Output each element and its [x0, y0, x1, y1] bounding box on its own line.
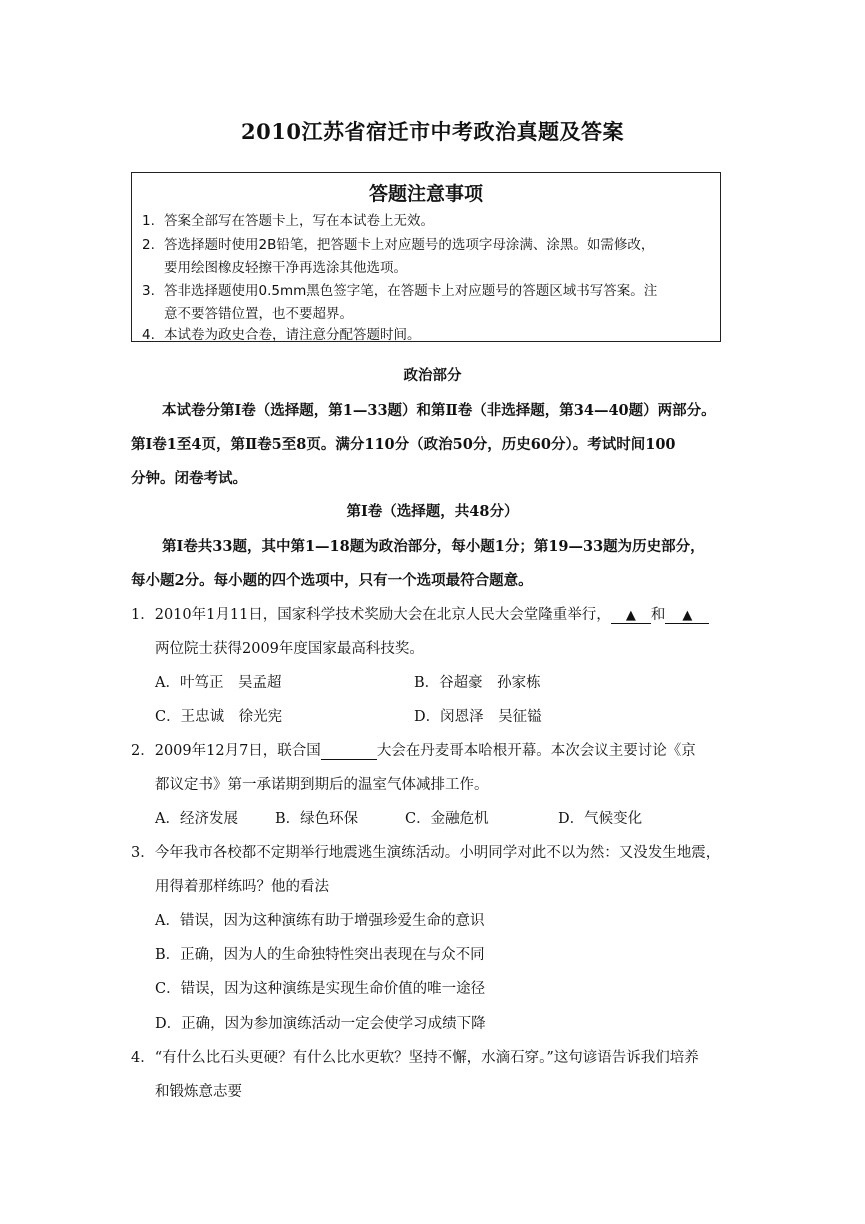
- triangle-mark: ▲: [682, 608, 693, 623]
- intro-line-2: 第Ⅰ卷1至4页，第Ⅱ卷5至8页。满分110分（政治50分，历史60分）。考试时间100: [131, 436, 676, 453]
- answer-blank: [665, 607, 709, 624]
- part1-title: 第Ⅰ卷（选择题，共48分）: [346, 503, 519, 520]
- question-2-line-2: 都议定书》第一承诺期到期后的温室气体减排工作。: [155, 777, 489, 793]
- part1-intro-line-2: 每小题2分。每小题的四个选项中，只有一个选项最符合题意。: [131, 572, 533, 589]
- answer-blank: [611, 607, 651, 624]
- notice-box: [131, 172, 721, 342]
- question-2-line-1: [131, 739, 696, 760]
- notice-item-number: 1.: [142, 213, 155, 229]
- question-1-line-2: 两位院士获得2009年度国家最高科技奖。: [155, 641, 424, 657]
- question-4-line-1: 4．“有什么比石头更硬？有什么比水更软？坚持不懈，水滴石穿。”这句谚语告诉我们培养: [131, 1050, 699, 1066]
- question-1-text: 1．2010年1月11日，国家科学技术奖励大会在北京人民大会堂隆重举行，: [131, 607, 611, 623]
- question-1-joiner: 和: [650, 607, 666, 623]
- question-2-option-a: A．经济发展: [155, 811, 238, 827]
- question-3-line-2: 用得着那样练吗？他的看法: [155, 879, 329, 895]
- notice-item-2: [142, 233, 654, 253]
- notice-item-2-cont: 要用绘图橡皮轻擦干净再选涂其他选项。: [164, 260, 407, 276]
- notice-item-3: [142, 279, 657, 299]
- intro-line-1: 本试卷分第Ⅰ卷（选择题，第1—33题）和第Ⅱ卷（非选择题，第34—40题）两部分。: [162, 402, 716, 419]
- question-1-option-c: C．王忠诚 徐光宪: [155, 709, 283, 725]
- question-2-option-c: C．金融危机: [405, 811, 489, 827]
- question-2-option-d: D．气候变化: [558, 811, 643, 827]
- answer-blank: [321, 743, 377, 760]
- notice-item-text: 本试卷为政史合卷，请注意分配答题时间。: [164, 327, 421, 343]
- notice-item-3-cont: 意不要答错位置，也不要超界。: [164, 306, 353, 322]
- part1-intro-line-1: 第Ⅰ卷共33题，其中第1—18题为政治部分，每小题1分；第19—33题为历史部分，: [162, 538, 705, 555]
- question-3-option-b: B．正确，因为人的生命独特性突出表现在与众不同: [155, 947, 485, 963]
- question-2-option-b: B．绿色环保: [275, 811, 359, 827]
- notice-item-1: [142, 209, 434, 229]
- question-3-option-c: C．错误，因为这种演练是实现生命价值的唯一途径: [155, 981, 486, 997]
- notice-heading: 答题注意事项: [368, 183, 483, 205]
- notice-item-text: 答案全部写在答题卡上，写在本试卷上无效。: [164, 213, 434, 229]
- triangle-mark: ▲: [625, 608, 636, 623]
- question-4-line-2: 和锻炼意志要: [155, 1084, 242, 1100]
- intro-line-3: 分钟。闭卷考试。: [131, 470, 247, 487]
- question-1-line-1: [131, 603, 709, 624]
- notice-item-4: [142, 323, 421, 343]
- question-3-option-d: D．正确，因为参加演练活动一定会使学习成绩下降: [155, 1016, 486, 1032]
- question-2-text-a: 2．2009年12月7日，联合国: [131, 743, 321, 759]
- document-title: 2010江苏省宿迁市中考政治真题及答案: [241, 119, 624, 144]
- question-3-line-1: 3．今年我市各校都不定期举行地震逃生演练活动。小明同学对此不以为然：又没发生地震，: [131, 845, 721, 861]
- question-1-option-d: D．闵恩泽 吴征镒: [414, 709, 542, 725]
- question-2-text-b: 大会在丹麦哥本哈根开幕。本次会议主要讨论《京: [376, 743, 696, 759]
- notice-item-number: 4.: [142, 327, 155, 343]
- question-1-option-b: B．谷超豪 孙家栋: [414, 675, 541, 691]
- notice-item-number: 2.: [142, 237, 155, 253]
- notice-item-text: 答非选择题使用0.5mm黑色签字笔，在答题卡上对应题号的答题区域书写答案。注: [164, 283, 658, 299]
- notice-item-number: 3.: [142, 283, 155, 299]
- question-3-option-a: A．错误，因为这种演练有助于增强珍爱生命的意识: [155, 913, 485, 929]
- question-1-option-a: A．叶笃正 吴孟超: [155, 675, 282, 691]
- notice-item-text: 答选择题时使用2B铅笔，把答题卡上对应题号的选项字母涂满、涂黑。如需修改，: [164, 237, 655, 253]
- section-title: 政治部分: [403, 367, 462, 384]
